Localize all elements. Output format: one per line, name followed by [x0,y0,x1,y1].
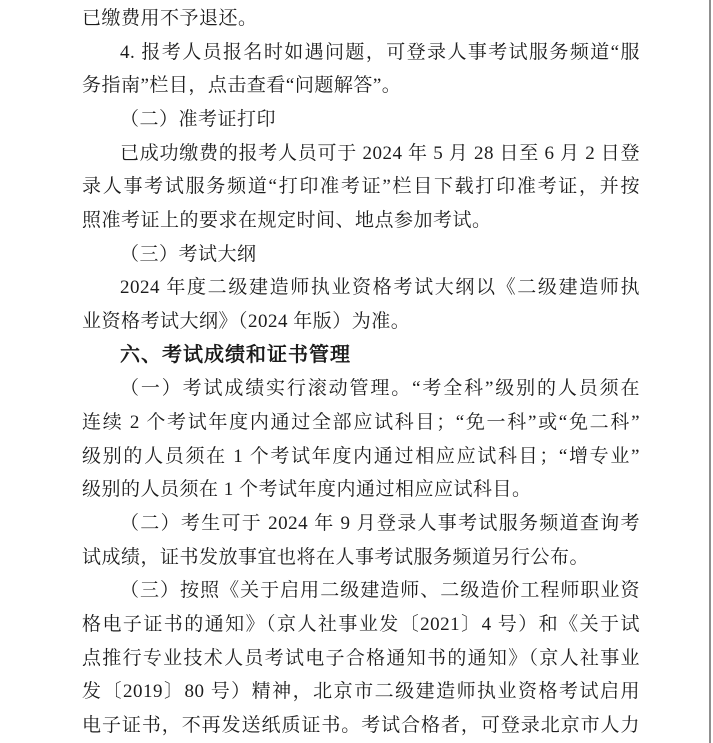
section-heading: 六、考试成绩和证书管理 [120,343,351,366]
text-line: （二）考生可于 2024 年 9 月登录人事考试服务频道查询考 [120,513,640,535]
text-line: 连续 2 个考试年度内通过全部应试科目；“免一科”或“免二科” [82,412,640,434]
text-line: 录人事考试服务频道“打印准考证”栏目下载打印准考证，并按 [82,176,640,198]
text-line: 发〔2019〕80 号）精神，北京市二级建造师执业资格考试启用 [82,681,640,703]
text-line: 级别的人员须在 1 个考试年度内通过相应应试科目；“增专业” [82,445,640,467]
text-line: （三）考试大纲 [120,243,257,265]
text-line: 电子证书，不再发送纸质证书。考试合格者，可登录北京市人力 [82,715,640,737]
text-line: （一）考试成绩实行滚动管理。“考全科”级别的人员须在 [120,378,640,400]
text-line: 2024 年度二级建造师执业资格考试大纲以《二级建造师执 [120,277,640,299]
text-line: 点推行专业技术人员考试电子合格通知书的通知》（京人社事业 [82,647,640,669]
text-line: （二）准考证打印 [120,109,277,131]
text-line: 试成绩，证书发放事宜也将在人事考试服务频道另行公布。 [82,546,590,568]
document-lines [82,2,640,743]
text-line: 业资格考试大纲》（2024 年版）为准。 [82,311,411,333]
text-line: 已成功缴费的报考人员可于 2024 年 5 月 28 日至 6 月 2 日登 [120,142,640,164]
text-line: （三）按照《关于启用二级建造师、二级造价工程师职业资 [120,580,640,602]
text-line: 务指南”栏目，点击查看“问题解答”。 [82,75,402,97]
text-line: 照准考证上的要求在规定时间、地点参加考试。 [82,210,492,232]
text-line: 格电子证书的通知》（京人社事业发〔2021〕4 号）和《关于试 [82,614,640,636]
text-line: 4. 报考人员报名时如遇问题，可登录人事考试服务频道“服 [120,41,640,63]
text-line: 已缴费用不予退还。 [82,8,258,29]
text-line: 级别的人员须在 1 个考试年度内通过相应应试科目。 [82,479,532,501]
page-edge-line [709,0,711,743]
